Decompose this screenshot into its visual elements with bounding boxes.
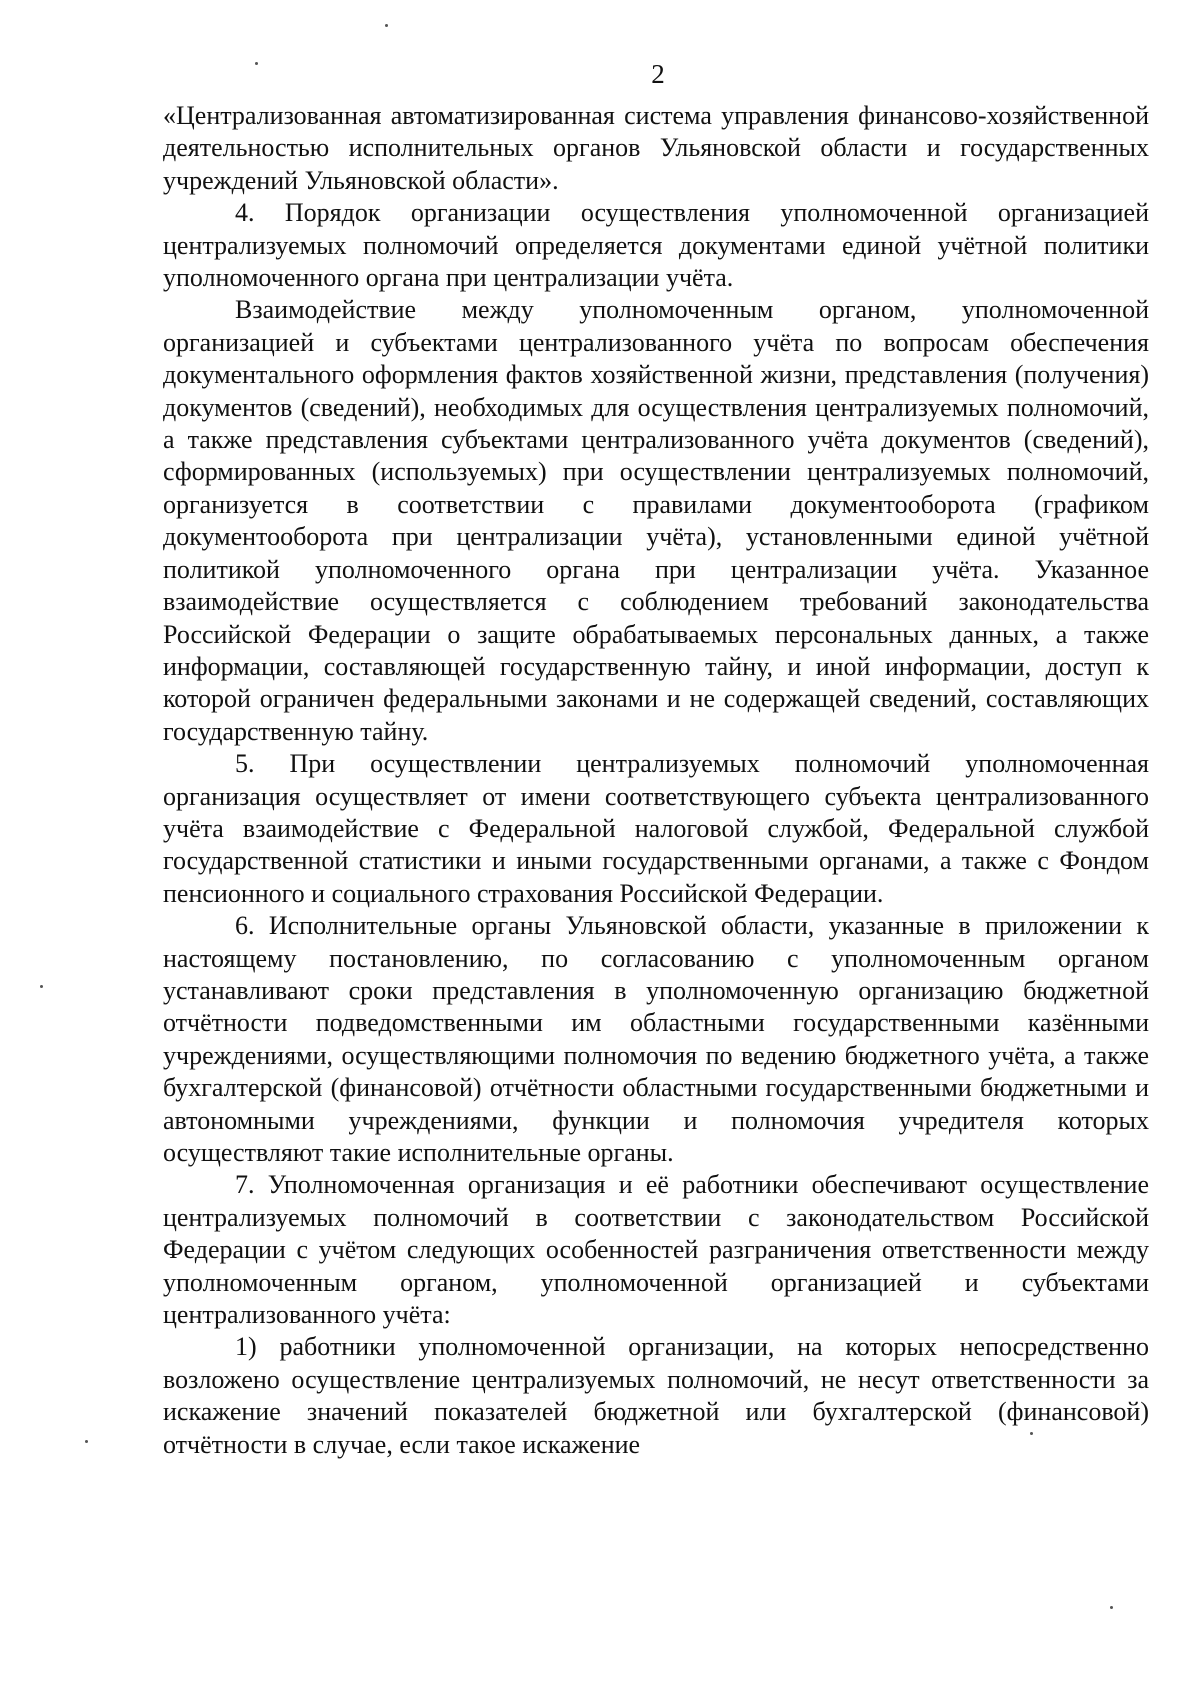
paragraph-item-7-1: 1) работники уполномоченной организации, на которых непосредственно возложено осуществление централизуемых полномочий, не несут ответственности за искажение значений показателей бюджетной или бухгалтерской (финансовой) отчётности в случае, если такое искажение: [163, 1332, 1149, 1459]
paragraph-item-5: 5. При осуществлении централизуемых полномочий уполномоченная организация осуществляет от имени соответствующего субъекта централизованного учёта взаимодействие с Федеральной налоговой службой, Федеральной службой государственной статистики и иными государственными органами, а также с Фондом пенсионного и социального страхования Российской Федерации.: [163, 749, 1149, 908]
paragraph-item-7: 7. Уполномоченная организация и её работники обеспечивают осуществление централизуемых полномочий в соответствии с законодательством Российской Федерации с учётом следующих особенностей разграничения ответственности между уполномоченным органом, уполномоченной организацией и субъектами централизованного учёта:: [163, 1170, 1149, 1330]
paragraph-item-6: 6. Исполнительные органы Ульяновской области, указанные в приложении к настоящему постановлению, по согласованию с уполномоченным органом устанавливают сроки представления в уполномоченную организацию бюджетной отчётности подведомственными им областными государственными казёнными учреждениями, осуществляющими полномочия по ведению бюджетного учёта, а также бухгалтерской (финансовой) отчётности областными государственными бюджетными и автономными учреждениями, функции и полномочия учредителя которых осуществляют такие исполнительные органы.: [163, 911, 1149, 1167]
scan-speck: [40, 985, 43, 988]
page-number: 2: [651, 59, 665, 89]
scan-speck: [1030, 1432, 1033, 1435]
paragraph-item-4: 4. Порядок организации осуществления уполномоченной организацией централизуемых полномочий определяется документами единой учётной политики уполномоченного органа при централизации учёта.: [163, 198, 1149, 293]
scan-speck: [255, 62, 258, 65]
document-body: [163, 100, 1149, 1461]
scan-speck: [1110, 1606, 1113, 1609]
scan-speck: [385, 24, 388, 27]
paragraph-item-4-interaction: Взаимодействие между уполномоченным органом, уполномоченной организацией и субъектами централизованного учёта по вопросам обеспечения документального оформления фактов хозяйственной жизни, представления (получения) документов (сведений), необходимых для осуществления централизуемых полномочий, а также представления субъектами централизованного учёта документов (сведений), сформированных (используемых) при осуществлении централизуемых полномочий, организуется в соответствии с правилами документооборота (графиком документооборота при централизации учёта), установленными единой учётной политикой уполномоченного органа при централизации учёта. Указанное взаимодействие осуществляется с соблюдением требований законодательства Российской Федерации о защите обрабатываемых персональных данных, а также информации, составляющей государственную тайну, и иной информации, доступ к которой ограничен федеральными законами и не содержащей сведений, составляющих государственную тайну.: [163, 295, 1149, 746]
paragraph-intro-continuation: «Централизованная автоматизированная система управления финансово-хозяйственной деятельностью исполнительных органов Ульяновской области и государственных учреждений Ульяновской области».: [163, 101, 1149, 195]
scan-speck: [85, 1440, 88, 1443]
